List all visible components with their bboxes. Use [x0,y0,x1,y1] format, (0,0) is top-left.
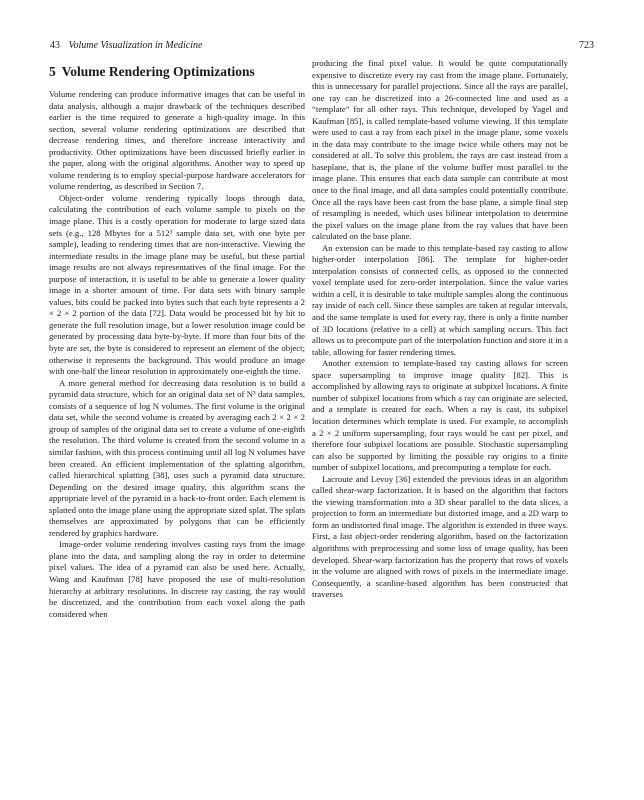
chapter-number: 43 [50,40,60,51]
right-column [312,58,568,601]
section-number: 5 [49,64,56,79]
paragraph: Image-order volume rendering involves casting rays from the image plane into the data, and sampling along the ray in order to determine pixel values. The idea of a pyramid can also be used here. Actually, Wang and Kaufman [78] have proposed the use of multi-resolution hierarchy at arbitrary resolutions. In discrete ray casting, the ray would be discretized, and the contribution from each voxel along the path considered when [49,539,305,619]
section-title: Volume Rendering Optimizations [61,64,255,79]
paragraph: A more general method for decreasing data resolution is to build a pyramid data structure, which for an original data set of N³ data samples, consists of a sequence of log N volumes. The first volume is the original data set, while the second volume is created by averaging each 2 × 2 × 2 group of samples of the original data set to create a volume of one-eighth the resolution. The third volume is created from the second volume in a similar fashion, with this process continuing until all log N volumes have been created. An efficient implementation of the splatting algorithm, called hierarchical splatting [38], uses such a pyramid data structure. Depending on the desired image quality, this algorithm scans the appropriate level of the pyramid in a back-to-front order. Each element is splatted onto the image plane using the appropriate sized splat. The splats themselves are approximated by polygons that can be efficiently rendered by graphics hardware. [49,377,305,538]
paragraph: producing the final pixel value. It would be quite computationally expensive to discretize every ray cast from the image plane. Fortunately, this is unnecessary for parallel projections. Since all the rays are parallel, one ray can be discretized into a 26-connected line and used as a “template” for all other rays. This technique, developed by Yagel and Kaufman [85], is called template-based volume viewing. If this template were used to cast a ray from each pixel in the image plane, some voxels in the data may contribute to the image twice while others may not be considered at all. To solve this problem, the rays are cast instead from a baseplane, that is, the plane of the volume buffer most parallel to the image plane. This ensures that each data sample can contribute at most once to the final image, and all data samples could potentially contribute. Once all the rays have been cast from the base plane, a simple final step of resampling is needed, which uses bilinear interpolation to determine the pixel values on the image plane from the ray values that have been calculated on the base plane. [312,58,568,242]
paragraph: Object-order volume rendering typically loops through data, calculating the contribution of each volume sample to pixels on the image plane. This is a costly operation for moderate to large sized data sets (e.g., 128 Mbytes for a 512³ sample data set, with one byte per sample), leading to rendering times that are non-interactive. Viewing the intermediate results in the image plane may be useful, but these partial image results are not always representatives of the final image. For the purpose of interaction, it is useful to be able to generate a lower quality image in a shorter amount of time. For data sets with binary sample values, bits could be packed into bytes such that each byte represents a 2 × 2 × 2 portion of the data [72]. Data would be processed bit by bit to generate the full resolution image, but a lower resolution image could be generated by processing data byte-by-byte. If more than four bits of the byte are set, the byte is considered to represent an element of the object; otherwise it represents the background. This would produce an image with one-half the linear resolution in approximately one-eighth the time. [49,192,305,377]
running-head [50,40,594,54]
left-column [49,62,305,620]
paragraph: Another extension to template-based ray casting allows for screen space supersampling to improve image quality [82]. This is accomplished by allowing rays to originate at subpixel locations. A finite number of subpixel locations from which a ray can originate are selected, and a template is created for each. When a ray is cast, its subpixel location determines which template is used. For example, to accomplish a 2 × 2 uniform supersampling, four rays would be cast per pixel, and therefore four subpixel locations are possible. Stochastic supersampling can also be supported by limiting the possible ray origins to a finite number of subpixel locations, and precomputing a template for each. [312,358,568,473]
chapter-title: Volume Visualization in Medicine [68,40,203,51]
paragraph: An extension can be made to this template-based ray casting to allow higher-order interpolation [86]. The template for higher-order interpolation consists of connected cells, as opposed to the connected voxel template used for zero-order interpolation. Since the value varies within a cell, it is desirable to take multiple samples along the continuous ray inside of each cell. Since these samples are taken at regular intervals, and the same template is used for every ray, there is only a finite number of 3D locations (relative to a cell) at which sampling occurs. This fact allows us to precompute part of the interpolation function and store it in a table, allowing for faster rendering times. [312,242,568,357]
page-number: 723 [579,40,594,51]
section-heading [49,64,305,80]
paragraph: Lacroute and Levoy [36] extended the previous ideas in an algorithm called shear-warp factorization. It is based on the algorithm that factors the viewing transformation into a 3D shear parallel to the data slices, a projection to form an intermediate but distorted image, and a 2D warp to form an undistorted final image. The algorithm is extended in three ways. First, a fast object-order rendering algorithm, based on the factorization algorithms with preprocessing and some loss of image quality, has been developed. Shear-warp factorization has the property that rows of voxels in the volume are aligned with rows of pixels in the intermediate image. Consequently, a scanline-based algorithm has been constructed that traverses [312,473,568,600]
paragraph: Volume rendering can produce informative images that can be useful in data analysis, although a major drawback of the techniques described earlier is the time required to generate a high-quality image. In this section, several volume rendering optimizations are described that decrease rendering times, and therefore increase interactivity and productivity. Other optimizations have been discussed briefly earlier in the paper, along with the original algorithms. Another way to speed up volume rendering is to employ special-purpose hardware accelerators for volume rendering, as described in Section 7. [49,89,305,192]
